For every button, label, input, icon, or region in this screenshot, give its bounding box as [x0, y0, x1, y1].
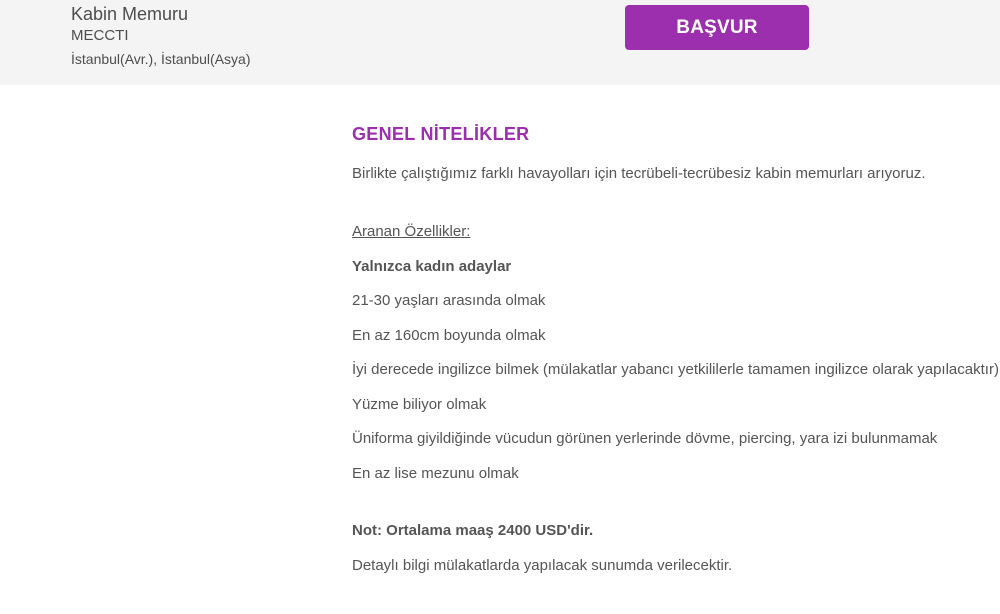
job-header	[0, 0, 1000, 85]
intro-text: Birlikte çalıştığımız farklı havayolları için tecrübeli-tecrübesiz kabin memurları arıyoruz.	[352, 165, 926, 182]
requirement-item: Üniforma giyildiğinde vücudun görünen yerlerinde dövme, piercing, yara izi bulunmamak	[352, 430, 938, 447]
requirements-heading: Aranan Özellikler:	[352, 223, 471, 240]
salary-note: Not: Ortalama maaş 2400 USD'dir.	[352, 522, 594, 539]
requirement-item: En az 160cm boyunda olmak	[352, 327, 546, 344]
detail-text: Detaylı bilgi mülakatlarda yapılacak sunumda verilecektir.	[352, 557, 733, 574]
requirement-item: 21-30 yaşları arasında olmak	[352, 292, 546, 309]
requirement-item: En az lise mezunu olmak	[352, 465, 519, 482]
section-title: GENEL NİTELİKLER	[352, 124, 530, 144]
requirement-item: İyi derecede ingilizce bilmek (mülakatlar yabancı yetkililerle tamamen ingilizce olarak yapılacaktır)	[352, 361, 999, 378]
job-location: İstanbul(Avr.), İstanbul(Asya)	[71, 51, 251, 67]
job-description	[352, 122, 1000, 592]
company-name: MECCTI	[71, 27, 129, 44]
apply-button[interactable]: BAŞVUR	[625, 5, 809, 50]
requirement-item: Yalnızca kadın adaylar	[352, 258, 512, 275]
job-title: Kabin Memuru	[71, 4, 189, 24]
requirement-item: Yüzme biliyor olmak	[352, 396, 487, 413]
